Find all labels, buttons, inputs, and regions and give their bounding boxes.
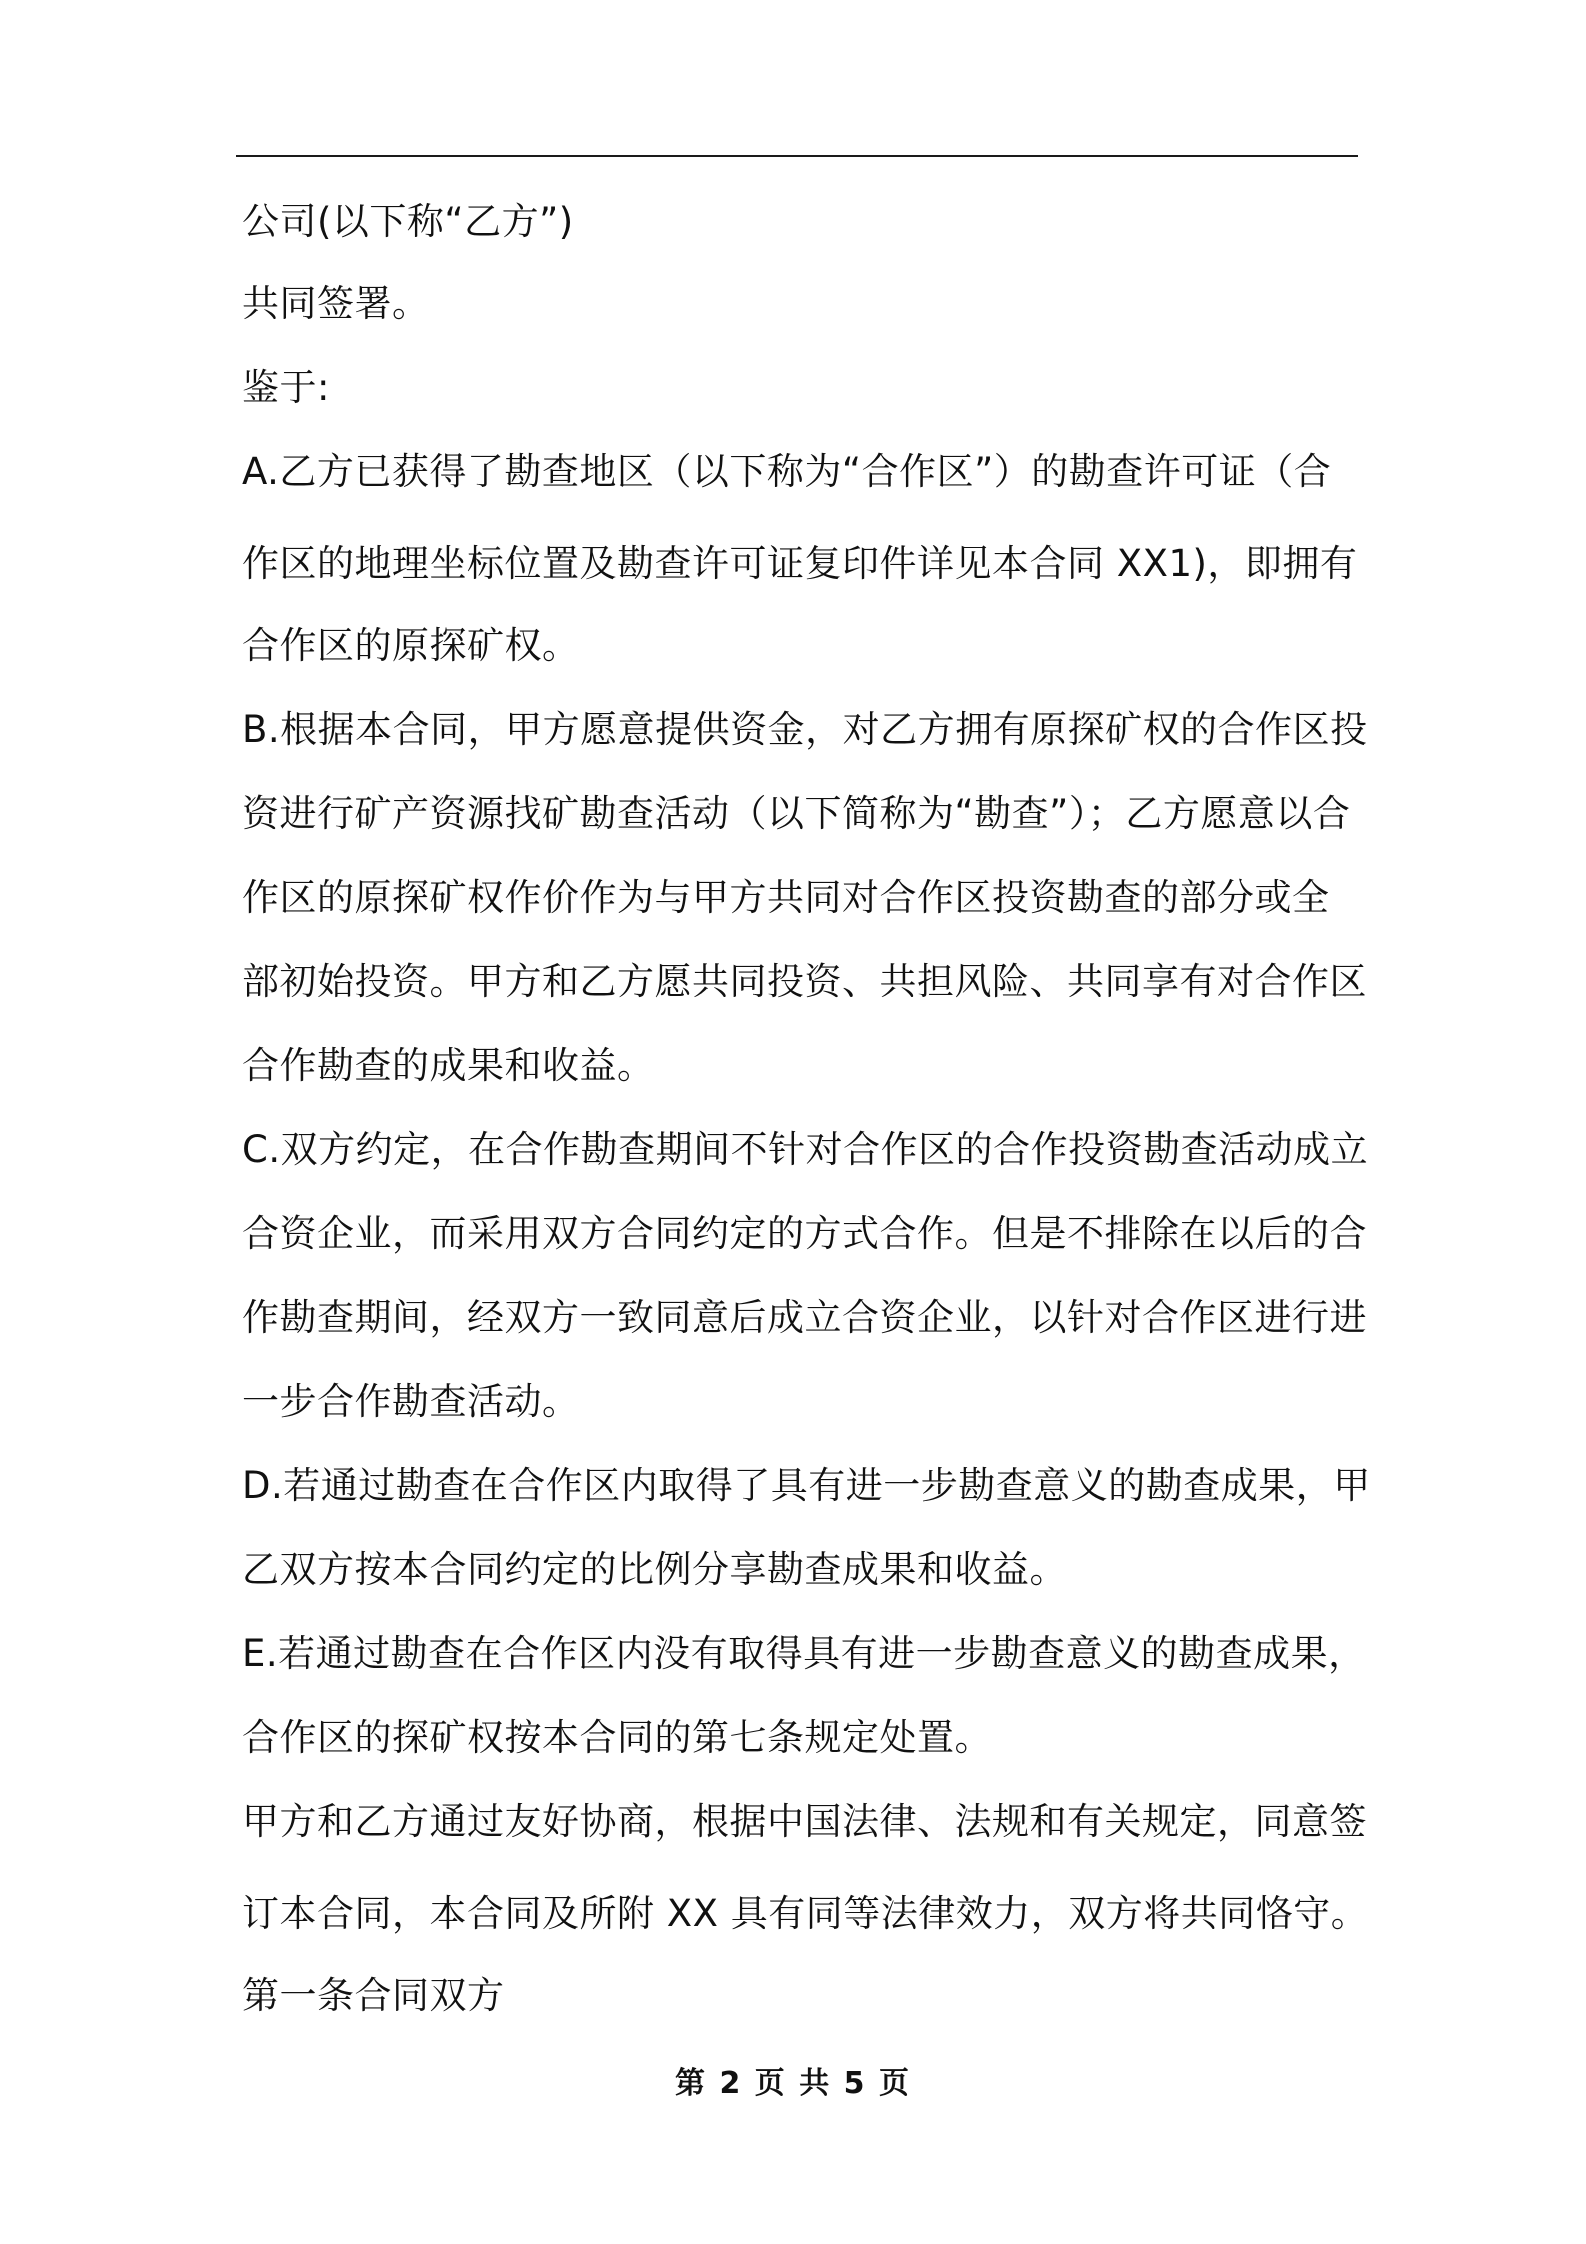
text-line: 共同签署。 [242, 282, 430, 325]
page-number: 第 2 页 共 5 页 [675, 2066, 911, 2101]
text-line: A.乙方已获得了勘查地区（以下称为“合作区”）的勘查许可证（合 [242, 450, 1332, 493]
header-rule [236, 155, 1358, 157]
text-line: 作区的地理坐标位置及勘查许可证复印件详见本合同 XX1)，即拥有 [242, 542, 1358, 585]
text-line: 合作勘查的成果和收益。 [242, 1044, 655, 1087]
text-line: 作勘查期间，经双方一致同意后成立合资企业，以针对合作区进行进 [242, 1296, 1367, 1339]
text-line: C.双方约定，在合作勘查期间不针对合作区的合作投资勘查活动成立 [242, 1128, 1369, 1171]
text-line: 公司(以下称“乙方”) [242, 200, 574, 243]
text-line: 合资企业，而采用双方合同约定的方式合作。但是不排除在以后的合 [242, 1212, 1367, 1255]
text-line: 甲方和乙方通过友好协商，根据中国法律、法规和有关规定，同意签 [242, 1800, 1367, 1843]
text-line: 部初始投资。甲方和乙方愿共同投资、共担风险、共同享有对合作区 [242, 960, 1367, 1003]
text-line: 作区的原探矿权作价作为与甲方共同对合作区投资勘查的部分或全 [242, 876, 1330, 919]
text-line: 合作区的探矿权按本合同的第七条规定处置。 [242, 1716, 992, 1759]
text-line: 一步合作勘查活动。 [242, 1380, 580, 1423]
text-line: 订本合同，本合同及所附 XX 具有同等法律效力，双方将共同恪守。 [242, 1892, 1369, 1935]
text-line: 第一条合同双方 [242, 1974, 505, 2017]
text-line: 鉴于: [242, 366, 330, 409]
text-line: 合作区的原探矿权。 [242, 624, 580, 667]
text-line: 乙双方按本合同约定的比例分享勘查成果和收益。 [242, 1548, 1067, 1591]
text-line: B.根据本合同，甲方愿意提供资金，对乙方拥有原探矿权的合作区投 [242, 708, 1368, 751]
text-line: 资进行矿产资源找矿勘查活动（以下简称为“勘查”）；乙方愿意以合 [242, 792, 1351, 835]
text-line: E.若通过勘查在合作区内没有取得具有进一步勘查意义的勘查成果， [242, 1632, 1366, 1675]
text-line: D.若通过勘查在合作区内取得了具有进一步勘查意义的勘查成果，甲 [242, 1464, 1371, 1507]
